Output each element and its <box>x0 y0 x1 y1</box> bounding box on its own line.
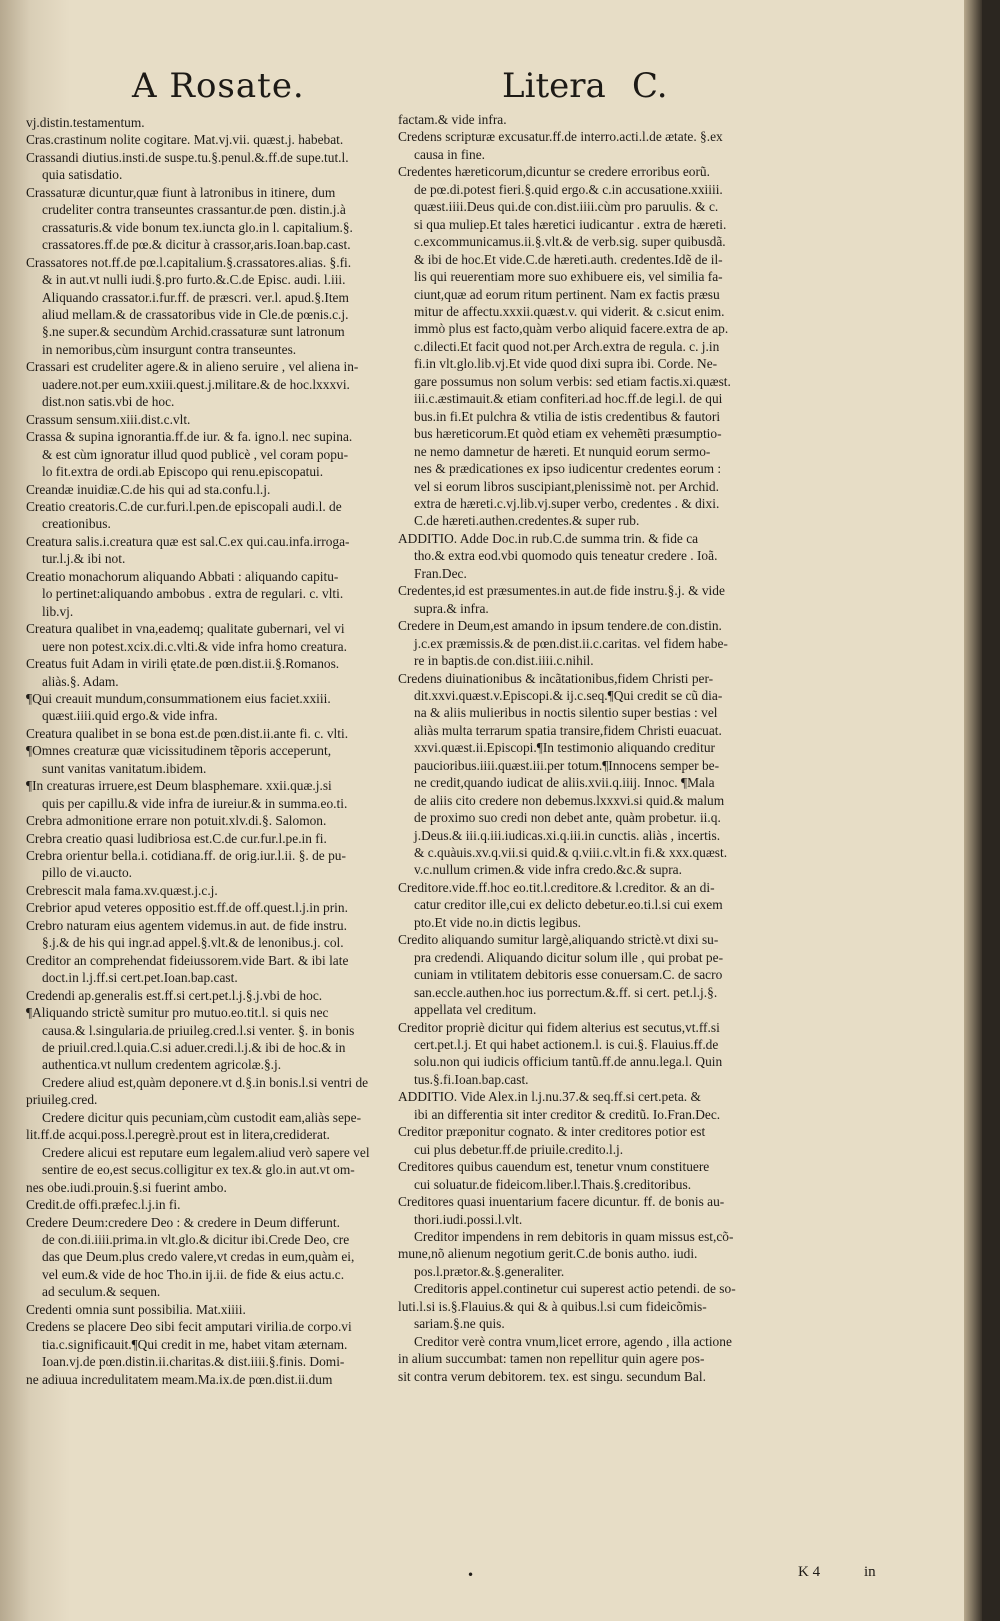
text-line: Crassum sensum.xiii.dist.c.vlt. <box>26 411 191 427</box>
text-line: ¶In creaturas irruere,est Deum blasphemare. xxii.quæ.j.si <box>26 778 332 794</box>
text-line: sentire de eo,est secus.colligitur ex tex.& glo.in aut.vt om- <box>42 1162 355 1178</box>
page-footer <box>0 1564 982 1588</box>
text-line: Creatio creatoris.C.de cur.furi.l.pen.de episcopali audi.l. de <box>26 498 342 514</box>
text-line: Creditores quibus cauendum est, tenetur vnum constituere <box>398 1159 710 1175</box>
text-line: nes & prædicationes ex ipso iudicentur credentes eorum : <box>414 461 722 477</box>
text-line: Credens diuinationibus & incãtationibus,fidem Christi per- <box>398 670 714 686</box>
text-line: Crassari est crudeliter agere.& in alieno seruire , vel aliena in- <box>26 359 359 375</box>
text-line: priuileg.cred. <box>26 1092 98 1108</box>
text-line: Crassandi diutius.insti.de suspe.tu.§.penul.&.ff.de supe.tut.l. <box>26 149 349 165</box>
text-line: j.c.ex præmissis.& de pœn.dist.ii.c.caritas. vel fidem habe- <box>414 635 728 651</box>
text-line: immò plus est facto,quàm verbo aliquid facere.extra de ap. <box>414 321 729 337</box>
text-line: xxvi.quæst.ii.Episcopi.¶In testimonio aliquando creditur <box>414 740 715 756</box>
text-line: Crebrior apud veteres oppositio est.ff.de off.quest.l.j.in prin. <box>26 900 348 916</box>
footer-dot: • <box>467 1568 475 1582</box>
text-line: sariam.§.ne quis. <box>414 1316 505 1332</box>
text-line: Creditoris appel.continetur cui superest actio petendi. de so- <box>414 1281 736 1297</box>
text-line: paucioribus.iiii.quæst.iii.per totum.¶Innocens semper be- <box>414 757 720 773</box>
text-line: supra.& infra. <box>414 600 489 616</box>
text-line: Crebro naturam eius agentem videmus.in aut. de fide instru. <box>26 917 347 933</box>
text-line: catur creditor ille,cui ex delicto debetur.eo.ti.l.si cui exem <box>414 897 723 913</box>
text-line: Aliquando crassator.i.fur.ff. de præscri. ver.l. apud.§.Item <box>42 289 349 305</box>
text-line: de con.di.iiii.prima.in vlt.glo.& dicitur ibi.Crede Deo, cre <box>42 1232 350 1247</box>
text-line: Crassaturæ dicuntur,quæ fiunt à latronibus in itinere, dum <box>26 184 336 200</box>
text-line: Ioan.vj.de pœn.distin.ii.charitas.& dist.iiii.§.finis. Domi- <box>42 1354 345 1370</box>
text-line: in alium succumbat: tamen non repellitur quin agere pos- <box>398 1351 705 1367</box>
text-line: causa.& l.singularia.de priuileg.cred.l.si venter. §. in bonis <box>42 1022 355 1038</box>
text-line: quis per capillu.& vide infra de iureiur.& in summa.eo.ti. <box>42 795 348 811</box>
text-line: lo pertinet:aliquando ambobus . extra de regulari. c. vlti. <box>42 586 344 602</box>
text-line: Creditores quasi inuentarium facere dicuntur. ff. de bonis au- <box>398 1194 725 1210</box>
text-line: tia.c.significauit.¶Qui credit in me, habet vitam æternam. <box>42 1336 348 1352</box>
text-line: Credentes hæreticorum,dicuntur se credere erroribus eorũ. <box>398 164 710 180</box>
text-line: tus.§.fi.Ioan.bap.cast. <box>414 1071 529 1087</box>
text-line: Credere aliud est,quàm deponere.vt d.§.in bonis.l.si ventri de <box>42 1074 369 1090</box>
text-line: crassaturis.& vide bonum tex.iuncta glo.in l. capitalium.§. <box>42 219 353 235</box>
signature-mark: K 4 <box>798 1564 821 1580</box>
text-line: lib.vj. <box>42 603 74 619</box>
text-line: lo fit.extra de ordi.ab Episcopo qui renu.episcopatui. <box>42 464 324 480</box>
text-line: ne credit,quando iudicat de aliis.xvii.q.iiij. Innoc. ¶Mala <box>414 775 715 791</box>
text-line: quæst.iiii.quid ergo.& vide infra. <box>42 708 218 724</box>
text-line: Creatio monachorum aliquando Abbati : aliquando capitu- <box>26 568 339 584</box>
text-line: doct.in l.j.ff.si cert.pet.Ioan.bap.cast. <box>42 970 238 986</box>
text-line: vel si eorum libros suscipiant,plenissimè not. per Archid. <box>414 478 719 494</box>
text-line: vel eum.& vide de hoc Tho.in ij.ii. de fide & eius actu.c. <box>42 1266 345 1282</box>
header-right-word: Litera <box>502 66 606 106</box>
header-right-letter: C. <box>632 66 668 106</box>
text-line: pillo de vi.aucto. <box>42 865 132 881</box>
text-line: bus.in fi.Et pulchra & vtilia de istis credentibus & fautori <box>414 408 721 424</box>
text-line: Credere in Deum,est amando in ipsum tendere.de con.distin. <box>398 618 722 634</box>
text-line: quia satisdatio. <box>42 167 123 183</box>
text-line: ¶Aliquando strictè sumitur pro mutuo.eo.tit.l. si quis nec <box>26 1005 329 1021</box>
text-line: Fran.Dec. <box>414 565 467 581</box>
text-line: re in baptis.de con.dist.iiii.c.nihil. <box>414 653 594 669</box>
text-line: uere non potest.xcix.di.c.vlti.& vide infra homo creatura. <box>42 638 347 654</box>
text-line: causa in fine. <box>414 146 486 162</box>
text-line: Credens scripturæ excusatur.ff.de interro.acti.l.de ætate. §.ex <box>398 129 723 145</box>
text-line: & ibi de hoc.Et vide.C.de hæreti.auth. credentes.Idẽ de il- <box>414 251 723 267</box>
text-line: lis qui reuerentiam more suo exhibuere eis, vel similia fa- <box>414 269 723 285</box>
text-line: Credere alicui est reputare eum legalem.aliud verò sapere vel <box>42 1144 370 1160</box>
text-line: Crebra admonitione errare non potuit.xlv.di.§. Salomon. <box>26 813 327 829</box>
text-line: & in aut.vt nulli iudi.§.pro furto.&.C.de Episc. audi. l.iii. <box>42 272 346 288</box>
text-line: de priuil.cred.l.quia.C.si aduer.credi.l.j.& ibi de hoc.& in <box>42 1040 346 1056</box>
text-line: luti.l.si is.§.Flauius.& qui & à quibus.l.si cum fideicõmis- <box>398 1298 707 1314</box>
text-line: aliàs multa terrarum spatia transire,fidem Christi euacuat. <box>414 722 722 738</box>
text-line: pos.l.prætor.&.§.generaliter. <box>414 1263 565 1279</box>
text-line: & c.quàuis.xv.q.vii.si quid.& q.viii.c.vlt.in fi.& xxx.quæst. <box>414 845 728 861</box>
text-line: c.dilecti.Et facit quod not.per Arch.extra de regula. c. j.in <box>414 338 720 354</box>
text-line: Crassa & supina ignorantia.ff.de iur. & fa. igno.l. nec supina. <box>26 429 353 445</box>
text-line: sunt vanitas vanitatum.ibidem. <box>42 760 207 776</box>
text-line: cui plus debetur.ff.de priuile.credito.l.j. <box>414 1141 624 1157</box>
text-line: vj.distin.testamentum. <box>26 115 145 130</box>
text-line: bus hæreticorum.Et quòd etiam ex vehemẽti præsumptio- <box>414 426 722 442</box>
text-line: aliàs.§. Adam. <box>42 673 119 689</box>
text-line: fi.in vlt.glo.lib.vj.Et vide quod dixi supra ibi. Corde. Ne- <box>414 356 718 372</box>
text-line: Credentes,id est præsumentes.in aut.de fide instru.§.j. & vide <box>398 583 725 599</box>
text-line: Creatus fuit Adam in virili ętate.de pœn.dist.ii.§.Romanos. <box>26 656 340 672</box>
text-line: Creditor præponitur cognato. & inter creditores potior est <box>398 1124 706 1140</box>
text-line: extra de hæreti.c.vj.lib.vj.super verbo, credentes . & dixi. <box>414 495 720 511</box>
text-line: Credito aliquando sumitur largè,aliquando strictè.vt dixi su- <box>398 932 719 948</box>
text-line: Creatura qualibet in se bona est.de pœn.dist.ii.ante fi. c. vlti. <box>26 725 349 741</box>
text-line: Credenti omnia sunt possibilia. Mat.xiiii. <box>26 1301 246 1317</box>
text-line: c.excommunicamus.ii.§.vlt.& de verb.sig. super quibusdã. <box>414 234 726 250</box>
text-line: san.eccle.authen.hoc ius porrectum.&.ff. si cert. pet.l.j.§. <box>414 984 718 1000</box>
text-line: factam.& vide infra. <box>398 112 507 127</box>
text-line: Credit.de offi.præfec.l.j.in fi. <box>26 1197 181 1213</box>
right-text-column <box>398 111 830 1385</box>
text-line: Creandæ inuidiæ.C.de his qui ad sta.confu.l.j. <box>26 481 271 497</box>
text-line: uadere.not.per eum.xxiii.quest.j.militare.& de hoc.lxxxvi. <box>42 376 350 392</box>
text-line: Creditor propriè dicitur qui fidem alterius est secutus,vt.ff.si <box>398 1019 720 1035</box>
text-line: crudeliter contra transeuntes crassantur.de pœn. distin.j.à <box>42 202 346 218</box>
text-line: mitur de affectu.xxxii.quæst.v. qui viderit. & c.sicut enim. <box>414 303 725 319</box>
text-line: ne nemo damnetur de hæreti. Et nunquid eorum sermo- <box>414 443 711 459</box>
text-line: Creditore.vide.ff.hoc eo.tit.l.creditore.& l.creditor. & an di- <box>398 879 715 895</box>
text-line: ¶Qui creauit mundum,consummationem eius faciet.xxiii. <box>26 690 331 706</box>
text-line: nes obe.iudi.prouin.§.si fuerint ambo. <box>26 1179 227 1195</box>
header-left-title: A Rosate. <box>132 66 305 106</box>
text-line: crassatores.ff.de pœ.& dicitur à crassor,aris.Ioan.bap.cast. <box>42 237 351 253</box>
text-line: de aliis cito credere non debemus.lxxxvi.si quid.& malum <box>414 792 725 808</box>
text-line: cert.pet.l.j. Et qui habet actionem.l. is cui.§. Flauius.ff.de <box>414 1037 719 1053</box>
text-line: aliud mellam.& de crassatoribus vide in Cle.de pœnis.c.j. <box>42 306 349 322</box>
text-line: quæst.iiii.Deus qui.de con.dist.iiii.cùm pro paruulis. & c. <box>414 199 719 215</box>
text-line: ADDITIO. Adde Doc.in rub.C.de summa trin. & fide ca <box>398 530 699 546</box>
text-line: C.de hæreti.authen.credentes.& super rub. <box>414 513 640 529</box>
text-line: v.c.nullum crimen.& vide infra credo.&c.& supra. <box>414 862 682 878</box>
text-line: & est cùm ignoratur illud quod publicè , vel coram popu- <box>42 446 349 462</box>
text-line: tho.& extra eod.vbi quomodo quis teneatur credere . Ioã. <box>414 548 718 564</box>
text-line: tur.l.j.& ibi not. <box>42 551 126 567</box>
text-line: pra credendi. Aliquando dicitur solum ille , qui probat pe- <box>414 949 724 965</box>
text-line: dit.xxvi.quæst.v.Episcopi.& ij.c.seq.¶Qui credit se cũ dia- <box>414 687 723 703</box>
text-line: Creatura qualibet in vna,eademq; qualitate gubernari, vel vi <box>26 621 345 637</box>
text-line: sit contra verum debitorem. tex. est singu. secundum Bal. <box>398 1368 706 1384</box>
text-line: j.Deus.& iii.q.iii.iudicas.xi.q.iii.in cunctis. aliàs , incertis. <box>414 827 721 843</box>
text-line: Cras.crastinum nolite cogitare. Mat.vj.vii. quæst.j. habebat. <box>26 132 344 148</box>
text-line: ADDITIO. Vide Alex.in l.j.nu.37.& seq.ff.si cert.peta. & <box>398 1089 701 1105</box>
text-line: thori.iudi.possi.l.vlt. <box>414 1211 523 1227</box>
text-line: cuniam in vtilitatem debitoris esse conuersam.C. de sacro <box>414 967 723 983</box>
text-line: Credere Deum:credere Deo : & credere in Deum differunt. <box>26 1214 340 1230</box>
text-line: in nemoribus,cùm insurgunt contra transeuntes. <box>42 341 297 357</box>
text-line: Creditor verè contra vnum,licet errore, agendo , illa actione <box>414 1333 732 1349</box>
text-line: gare possumus non solum verbis: sed etiam factis.xi.quæst. <box>414 373 731 389</box>
text-line: ne adiuua incredulitatem meam.Ma.ix.de pœn.dist.ii.dum <box>26 1371 333 1387</box>
text-line: appellata vel creditum. <box>414 1002 537 1018</box>
text-line: Credens se placere Deo sibi fecit amputari virilia.de corpo.vi <box>26 1319 352 1335</box>
text-line: dist.non satis.vbi de hoc. <box>42 394 175 410</box>
text-line: de pœ.di.potest fieri.§.quid ergo.& c.in accusatione.xxiiii. <box>414 181 723 197</box>
text-line: na & aliis mulieribus in noctis silentio super bestias : vel <box>414 705 718 721</box>
text-line: das que Deum.plus credo valere,vt credas in eum,quàm ei, <box>42 1249 355 1265</box>
text-line: Crassatores not.ff.de pœ.l.capitalium.§.crassatores.alias. §.fi. <box>26 254 352 270</box>
text-line: solu.non qui iudicis officium tantũ.ff.de annu.lega.l. Quin <box>414 1054 723 1070</box>
text-line: Credendi ap.generalis est.ff.si cert.pet.l.j.§.j.vbi de hoc. <box>26 987 323 1003</box>
text-line: cui soluatur.de fideicom.liber.l.Thais.§.creditoribus. <box>414 1176 692 1192</box>
left-text-column <box>26 114 394 1388</box>
text-line: mune,nõ alienum negotium gerit.C.de bonis autho. iudi. <box>398 1246 698 1262</box>
text-line: §.ne super.& secundùm Archid.crassaturæ sunt latronum <box>42 324 345 340</box>
text-line: iii.c.æstimauit.& etiam confiteri.ad hoc.ff.de legi.l. de qui <box>414 391 723 407</box>
catchword: in <box>864 1564 876 1580</box>
text-line: Creditor an comprehendat fideiussorem.vide Bart. & ibi late <box>26 952 349 968</box>
text-line: lit.ff.de acqui.poss.l.peregrè.prout est in litera,crediderat. <box>26 1127 330 1143</box>
page-edge <box>964 0 982 1621</box>
text-line: Creatura salis.i.creatura quæ est sal.C.ex qui.cau.infa.irroga- <box>26 533 350 549</box>
text-line: ciunt,quæ ad eorum ritum pertinent. Nam ex factis præsu <box>414 286 720 302</box>
running-header <box>0 66 982 116</box>
text-line: ad seculum.& sequen. <box>42 1284 161 1300</box>
text-line: Crebra orientur bella.i. cotidiana.ff. de orig.iur.l.ii. §. de pu- <box>26 848 346 864</box>
text-line: creationibus. <box>42 516 111 532</box>
text-line: si qua muliер.Et tales hæretici iudicantur . extra de hæreti. <box>414 216 727 232</box>
text-line: de proximo suo credi non debet ante, quàm probetur. ii.q. <box>414 810 721 826</box>
text-line: authentica.vt nullum credentem agricolæ.§.j. <box>42 1057 282 1073</box>
text-line: ¶Omnes creaturæ quæ vicissitudinem tẽporis acceperunt, <box>26 743 332 759</box>
text-line: §.j.& de his qui ingr.ad appel.§.vlt.& de lenonibus.j. col. <box>42 935 344 951</box>
text-line: Crebrescit mala fama.xv.quæst.j.c.j. <box>26 882 218 898</box>
text-line: Creditor impendens in rem debitoris in quam missus est,cõ- <box>414 1229 734 1244</box>
text-line: Crebra creatio quasi ludibriosa est.C.de cur.fur.l.pe.in fi. <box>26 830 327 846</box>
text-line: pto.Et vide no.in dictis legibus. <box>414 914 581 930</box>
text-line: ibi an differentia sit inter creditor & creditũ. Io.Fran.Dec. <box>414 1106 721 1122</box>
text-line: Credere dicitur quis pecuniam,cùm custodit eam,aliàs sepe- <box>42 1109 362 1125</box>
